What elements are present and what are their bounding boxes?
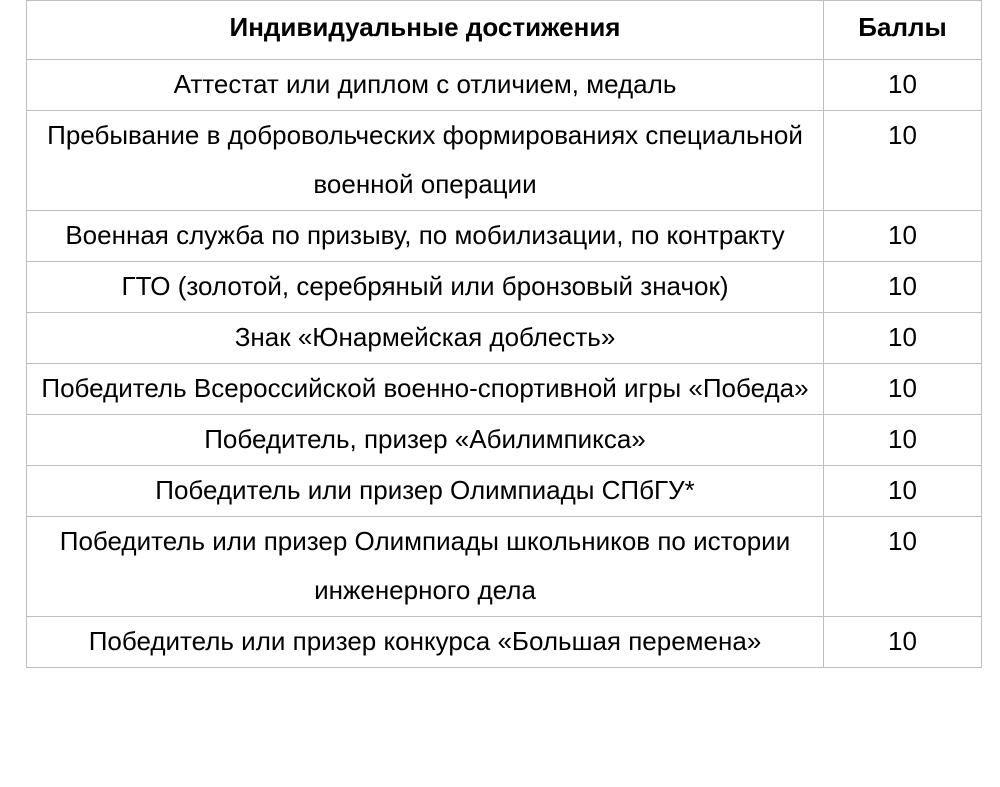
- points-cell: 10: [824, 262, 982, 313]
- achievement-cell: Победитель или призер Олимпиады СПбГУ*: [27, 466, 824, 517]
- achievement-cell: Аттестат или диплом с отличием, медаль: [27, 60, 824, 111]
- points-cell: 10: [824, 466, 982, 517]
- table-row: [27, 313, 982, 364]
- achievement-cell: Знак «Юнармейская доблесть»: [27, 313, 824, 364]
- achievement-cell: Военная служба по призыву, по мобилизации, по контракту: [27, 211, 824, 262]
- points-cell: 10: [824, 111, 982, 211]
- table-header-row: [27, 1, 982, 60]
- achievement-cell: ГТО (золотой, серебряный или бронзовый значок): [27, 262, 824, 313]
- table-row: [27, 415, 982, 466]
- header-achievements: Индивидуальные достижения: [27, 1, 824, 60]
- points-cell: 10: [824, 415, 982, 466]
- table-row: [27, 111, 982, 211]
- points-cell: 10: [824, 313, 982, 364]
- table-row: [27, 466, 982, 517]
- table-row: [27, 211, 982, 262]
- points-cell: 10: [824, 517, 982, 617]
- achievement-cell: Победитель или призер Олимпиады школьников по истории инженерного дела: [27, 517, 824, 617]
- achievement-cell: Победитель, призер «Абилимпикса»: [27, 415, 824, 466]
- achievement-cell: Победитель или призер конкурса «Большая перемена»: [27, 617, 824, 668]
- points-cell: 10: [824, 364, 982, 415]
- header-points: Баллы: [824, 1, 982, 60]
- table-row: [27, 517, 982, 617]
- points-cell: 10: [824, 211, 982, 262]
- achievement-cell: Пребывание в добровольческих формированиях специальной военной операции: [27, 111, 824, 211]
- achievement-cell: Победитель Всероссийской военно-спортивной игры «Победа»: [27, 364, 824, 415]
- table-row: [27, 60, 982, 111]
- table-row: [27, 364, 982, 415]
- achievements-table: [26, 0, 982, 668]
- table-row: [27, 262, 982, 313]
- points-cell: 10: [824, 60, 982, 111]
- table-row: [27, 617, 982, 668]
- points-cell: 10: [824, 617, 982, 668]
